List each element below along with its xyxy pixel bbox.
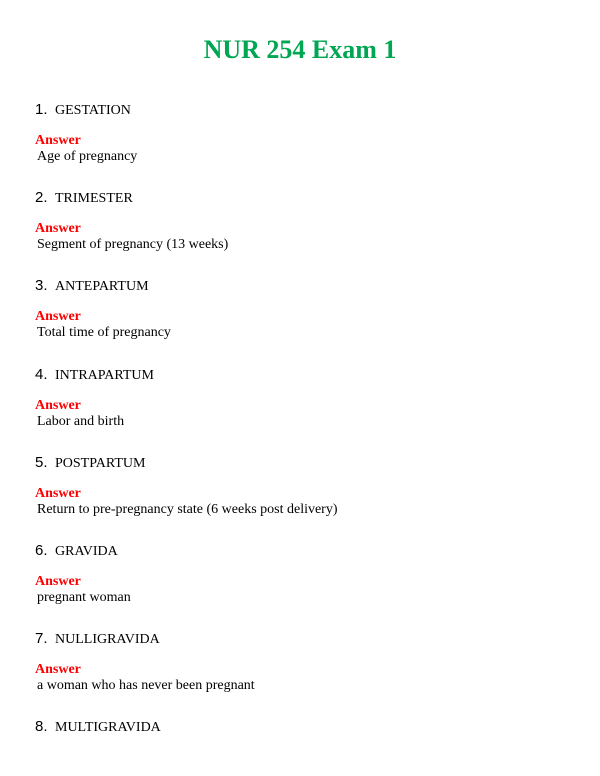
answer-label: Answer <box>35 574 81 589</box>
question-term: NULLIGRAVIDA <box>55 632 160 647</box>
question-number: 6. <box>35 542 48 559</box>
question-term: ANTEPARTUM <box>55 279 149 294</box>
question <box>35 277 149 296</box>
question-term: GRAVIDA <box>55 544 118 559</box>
question <box>35 366 154 385</box>
question-number: 7. <box>35 630 48 647</box>
answer-text: Return to pre-pregnancy state (6 weeks post delivery) <box>37 502 338 517</box>
question <box>35 101 131 120</box>
answer-label: Answer <box>35 133 81 148</box>
question-term: MULTIGRAVIDA <box>55 720 161 735</box>
answer-text: Labor and birth <box>37 414 125 429</box>
question-term: TRIMESTER <box>55 191 133 206</box>
answer-label: Answer <box>35 309 81 324</box>
answer-label: Answer <box>35 486 81 501</box>
answer-text: Total time of pregnancy <box>37 325 171 340</box>
question <box>35 189 133 208</box>
question-number: 8. <box>35 718 48 735</box>
question <box>35 630 160 649</box>
question <box>35 718 161 737</box>
question-number: 5. <box>35 454 48 471</box>
answer-text: Age of pregnancy <box>37 149 138 164</box>
answer-text: pregnant woman <box>37 590 131 605</box>
answer-text: a woman who has never been pregnant <box>37 678 255 693</box>
question-number: 4. <box>35 366 48 383</box>
answer-text: Segment of pregnancy (13 weeks) <box>37 237 229 252</box>
answer-label: Answer <box>35 398 81 413</box>
question <box>35 454 145 473</box>
answer-label: Answer <box>35 221 81 236</box>
question-number: 1. <box>35 101 48 118</box>
question-number: 3. <box>35 277 48 294</box>
page-title: NUR 254 Exam 1 <box>203 35 397 64</box>
question-term: GESTATION <box>55 103 131 118</box>
question-term: INTRAPARTUM <box>55 368 154 383</box>
answer-label: Answer <box>35 662 81 677</box>
question <box>35 542 118 561</box>
question-number: 2. <box>35 189 48 206</box>
question-term: POSTPARTUM <box>55 456 146 471</box>
